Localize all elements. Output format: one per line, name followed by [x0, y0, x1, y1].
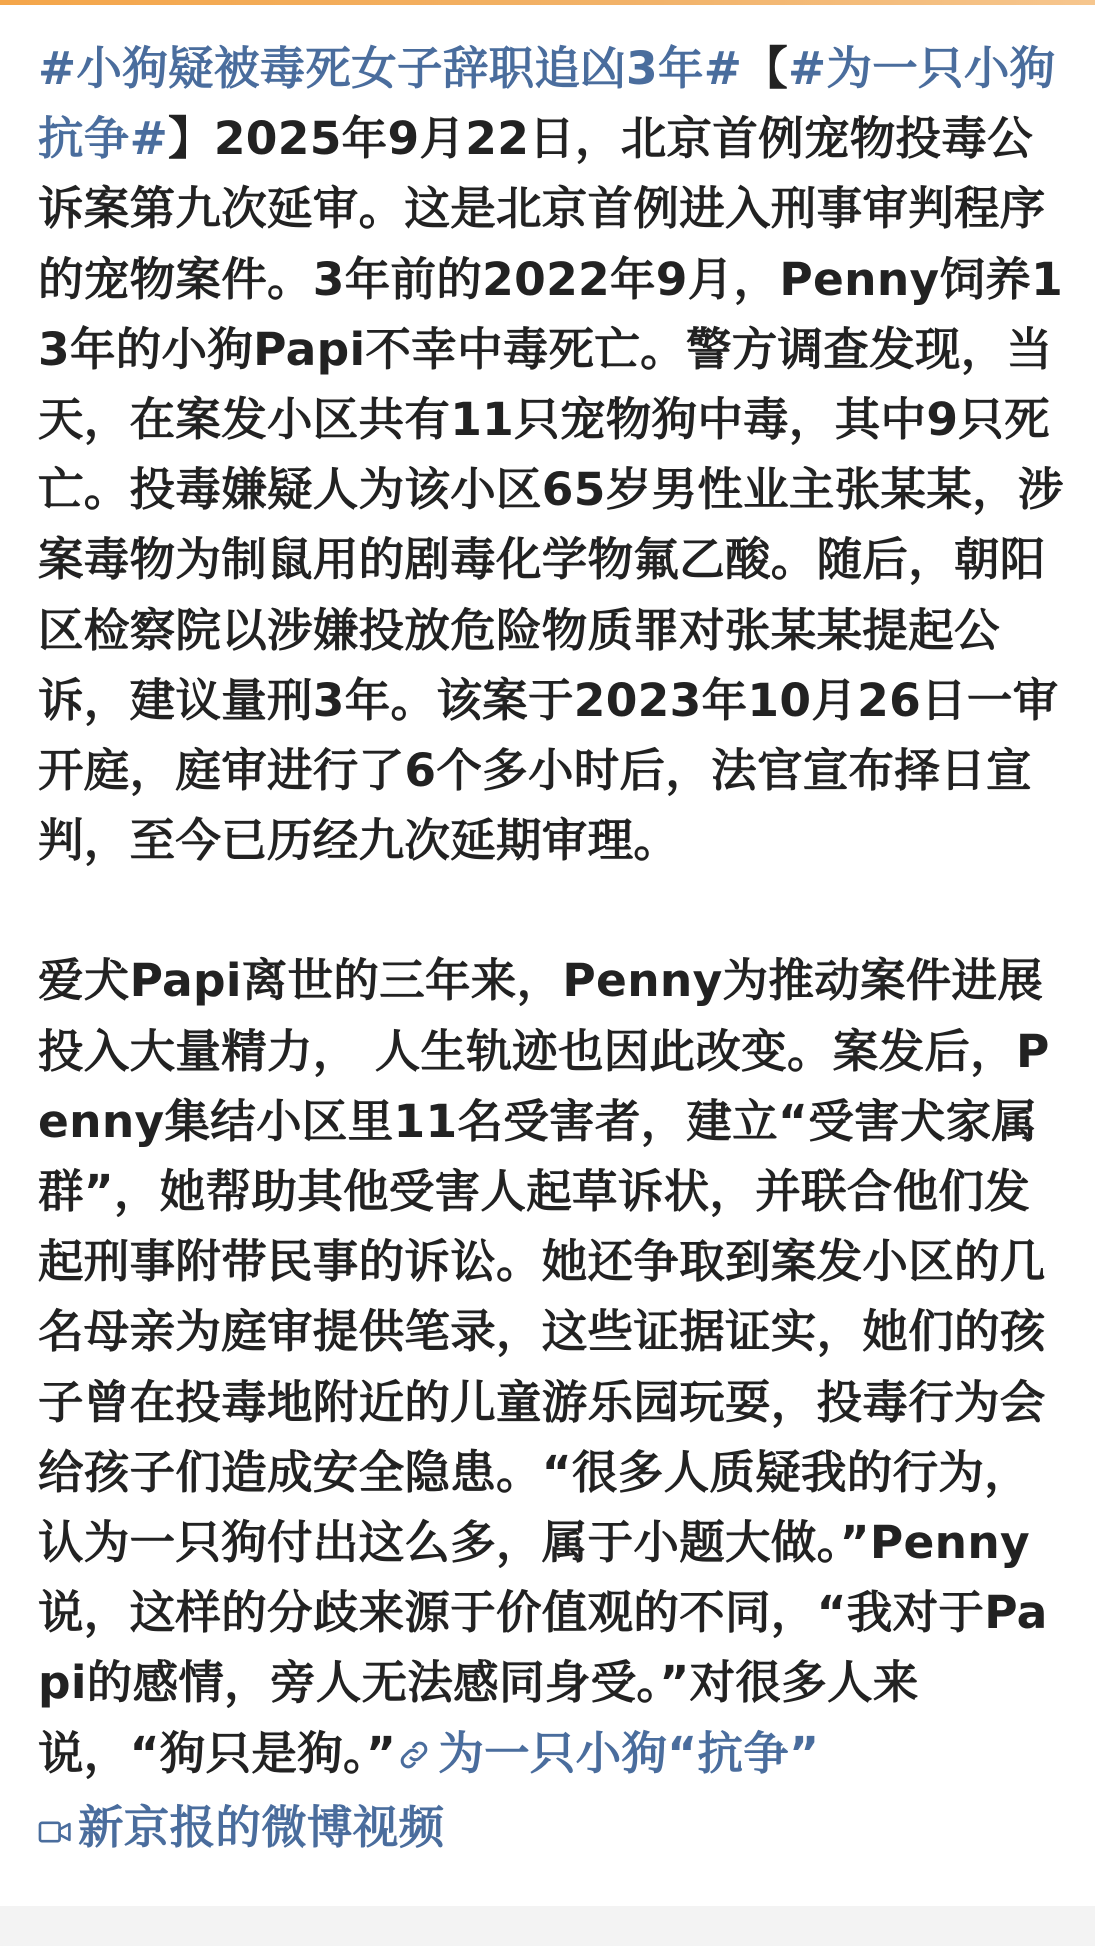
topic-tag-fight-for-dog[interactable]: #为一只小狗抗争# [38, 42, 1056, 166]
video-camera-icon [38, 1797, 72, 1867]
video-link-label: 新京报的微博视频 [78, 1800, 445, 1854]
bracket-close: 】 [168, 112, 214, 166]
post-paragraph-1 [38, 34, 1068, 876]
post-paragraph-2 [38, 946, 1068, 1867]
link-icon [396, 1723, 432, 1793]
paragraph-spacer [38, 876, 1068, 946]
article-link-label: 为一只小狗“抗争” [438, 1726, 820, 1780]
video-link[interactable] [38, 1801, 444, 1854]
bottom-divider [0, 1906, 1095, 1946]
paragraph-2-text: 爱犬Papi离世的三年来，Penny为推动案件进展投入大量精力， 人生轨迹也因此改变。案发后，Penny集结小区里11名受害者，建立“受害犬家属群”，她帮助其他受害人起草诉状，并联合他们发起刑事附带民事的诉讼。她还争取到案发小区的几名母亲为庭审提供笔录，这些证据证实，她们的孩子曾在投毒地附近的儿童游乐园玩耍，投毒行为会给孩子们造成安全隐患。“很多人质疑我的行为，认为一只狗付出这么多，属于小题大做。”Penny说，这样的分歧来源于价值观的不同，“我对于Papi的感情，旁人无法感同身受。”对很多人来说，“狗只是狗。” [38, 954, 1050, 1780]
top-accent-strip [0, 0, 1095, 5]
post-body [38, 34, 1068, 1867]
bracket-open: 【 [742, 42, 789, 95]
topic-tag-dog-poisoned[interactable]: #小狗疑被毒死女子辞职追凶3年# [38, 42, 743, 95]
paragraph-1-text: 2025年9月22日，北京首例宠物投毒公诉案第九次延审。这是北京首例进入刑事审判程序的宠物案件。3年前的2022年9月，Penny饲养13年的小狗Papi不幸中毒死亡。警方调查发现，当天，在案发小区共有11只宠物狗中毒，其中9只死亡。投毒嫌疑人为该小区65岁男性业主张某某，涉案毒物为制鼠用的剧毒化学物氟乙酸。随后，朝阳区检察院以涉嫌投放危险物质罪对张某某提起公诉，建议量刑3年。该案于2023年10月26日一审开庭，庭审进行了6个多小时后，法官宣布择日宣判，至今已历经九次延期审理。 [38, 112, 1064, 868]
article-link[interactable] [396, 1727, 819, 1780]
